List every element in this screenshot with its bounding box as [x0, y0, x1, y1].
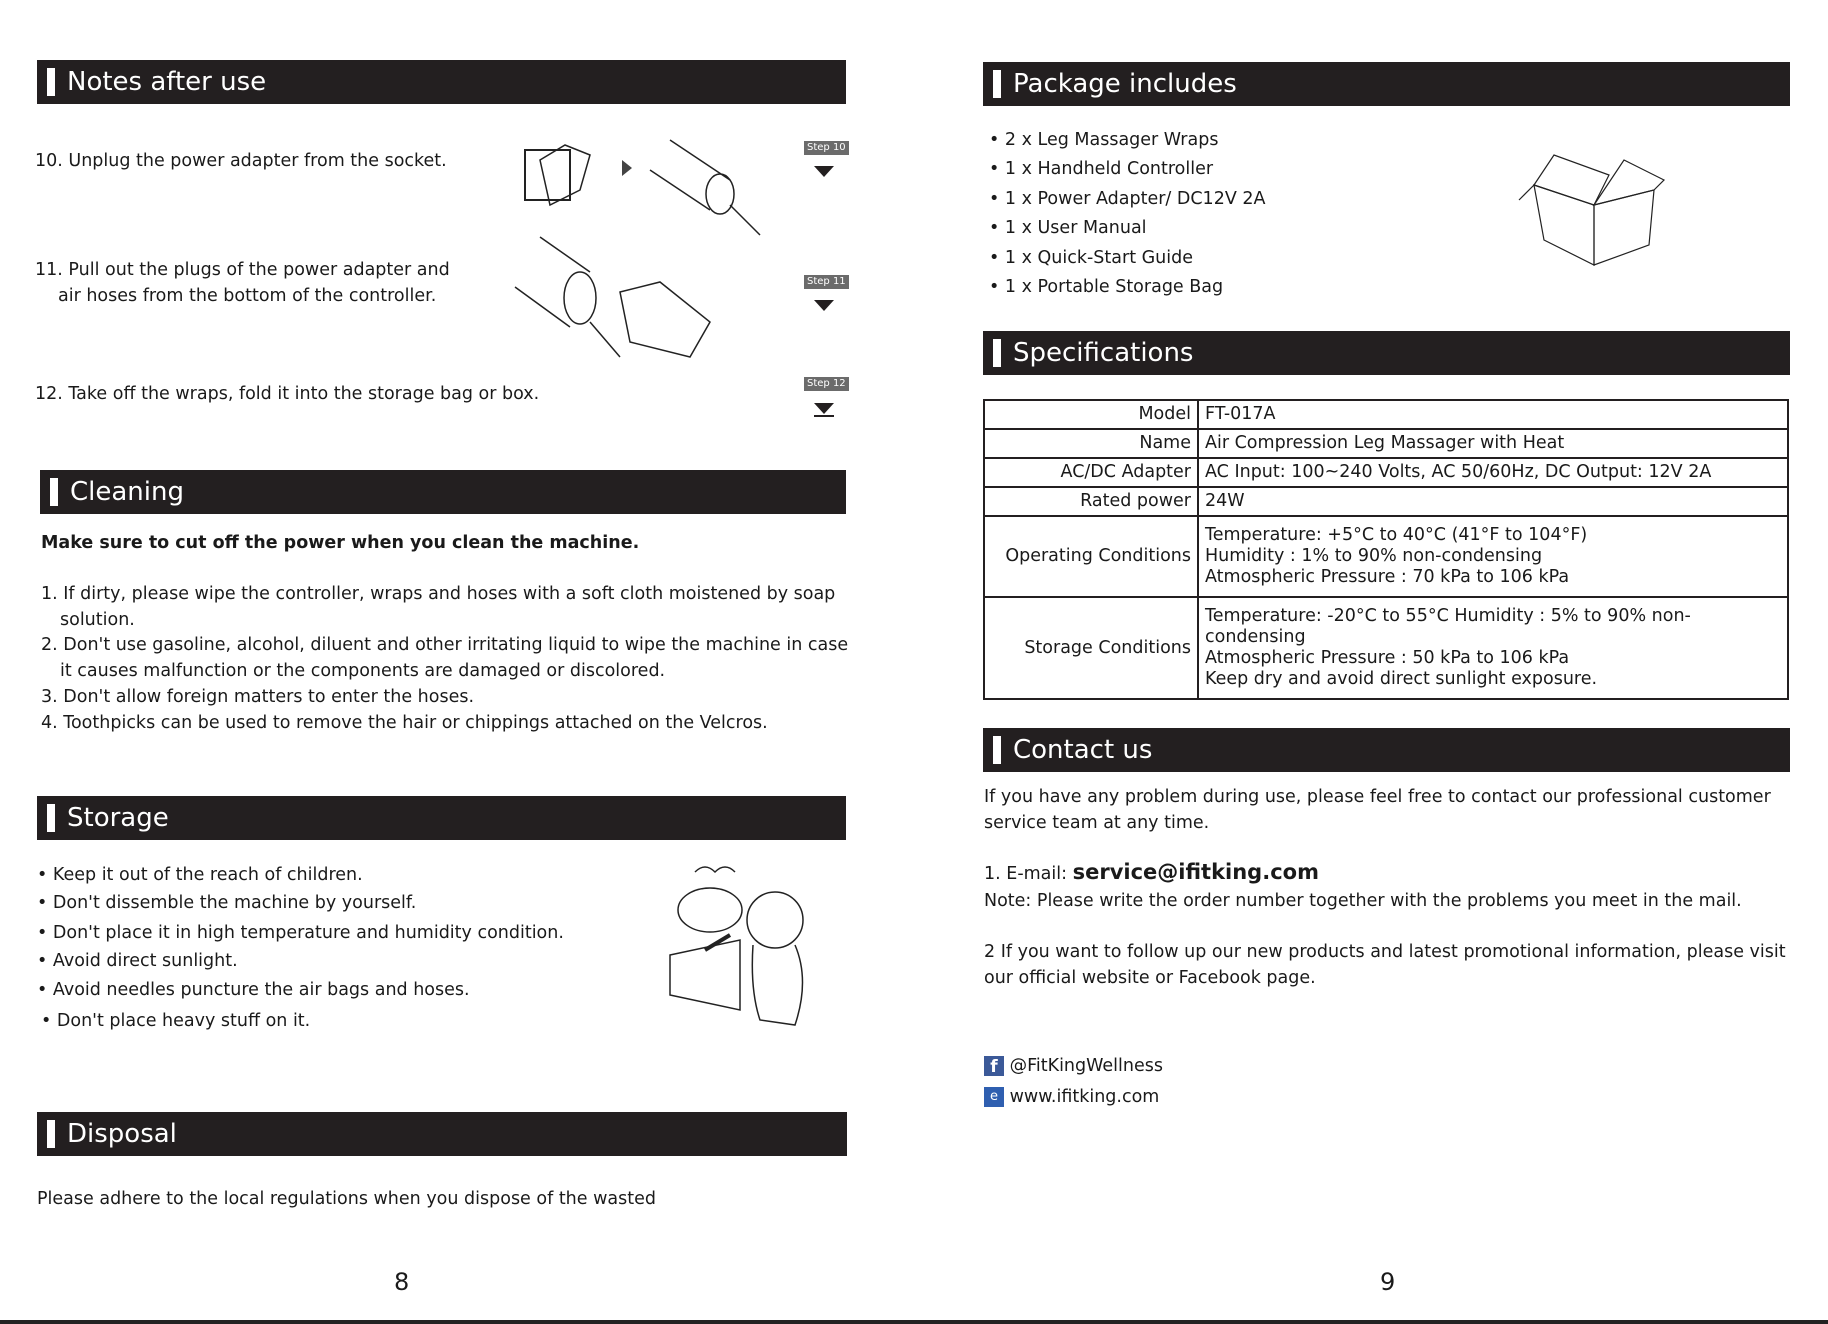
spec-key: AC/DC Adapter [984, 458, 1198, 487]
storage-item-4: • Avoid direct sunlight. [37, 951, 238, 971]
spec-value: 24W [1198, 487, 1788, 516]
package-header [983, 62, 1790, 106]
spec-key: Rated power [984, 487, 1198, 516]
contact-follow-a: 2 If you want to follow up our new products and latest promotional information, please visit [984, 942, 1786, 962]
cleaning-line-5: 3. Don't allow foreign matters to enter the hoses. [41, 687, 475, 707]
step10-arrow-icon [814, 166, 834, 177]
header-bar [50, 478, 58, 506]
facebook-line[interactable] [984, 1053, 1163, 1079]
header-bar [993, 736, 1001, 764]
spec-value-line: Atmospheric Pressure : 50 kPa to 106 kPa [1205, 648, 1570, 668]
header-bar [993, 339, 1001, 367]
page-number-left: 8 [394, 1268, 410, 1296]
step11-text-a: 11. Pull out the plugs of the power adapter and [35, 260, 450, 280]
table-row [984, 487, 1788, 516]
step10-text: 10. Unplug the power adapter from the socket. [35, 151, 447, 171]
step10-badge: Step 10 [804, 141, 849, 155]
spec-value-line: Keep dry and avoid direct sunlight exposure. [1205, 669, 1598, 689]
package-item-6: • 1 x Portable Storage Bag [989, 277, 1224, 297]
spec-value [1198, 597, 1788, 699]
notes-header [37, 60, 846, 104]
disposal-header [37, 1112, 847, 1156]
cleaning-warning: Make sure to cut off the power when you clean the machine. [41, 533, 640, 553]
web-icon: e [984, 1087, 1004, 1107]
storage-item-5: • Avoid needles puncture the air bags and hoses. [37, 980, 470, 1000]
child-illustration [665, 860, 815, 1035]
box-icon [1514, 145, 1674, 270]
spec-key: Name [984, 429, 1198, 458]
spec-key: Model [984, 400, 1198, 429]
spec-value: Air Compression Leg Massager with Heat [1198, 429, 1788, 458]
step11-badge: Step 11 [804, 275, 849, 289]
page-number-right: 9 [1380, 1268, 1396, 1296]
contact-note: Note: Please write the order number together with the problems you meet in the mail. [984, 891, 1742, 911]
table-row [984, 429, 1788, 458]
storage-item-3: • Don't place it in high temperature and humidity condition. [37, 923, 564, 943]
email-line [984, 859, 1319, 887]
spec-key: Operating Conditions [984, 516, 1198, 597]
spec-value-line: Temperature: +5°C to 40°C (41°F to 104°F) [1205, 525, 1588, 545]
header-bar [47, 68, 55, 96]
email-link[interactable]: service@ifitking.com [1072, 860, 1319, 884]
contact-title: Contact us [1013, 735, 1153, 765]
facebook-handle: @FitKingWellness [1009, 1056, 1163, 1076]
table-row [984, 516, 1788, 597]
disposal-title: Disposal [67, 1119, 177, 1149]
spec-value-line: Atmospheric Pressure : 70 kPa to 106 kPa [1205, 567, 1570, 587]
unplug-illustration [520, 130, 770, 240]
specs-table [983, 399, 1789, 700]
cleaning-line-6: 4. Toothpicks can be used to remove the hair or chippings attached on the Velcros. [41, 713, 768, 733]
spec-value: AC Input: 100~240 Volts, AC 50/60Hz, DC Output: 12V 2A [1198, 458, 1788, 487]
table-row [984, 597, 1788, 699]
step12-text: 12. Take off the wraps, fold it into the storage bag or box. [35, 384, 540, 404]
header-bar [47, 1120, 55, 1148]
email-label: 1. E-mail: [984, 864, 1073, 884]
storage-item-1: • Keep it out of the reach of children. [37, 865, 363, 885]
package-item-4: • 1 x User Manual [989, 218, 1147, 238]
bottom-rule [0, 1320, 1828, 1324]
spec-value: FT-017A [1198, 400, 1788, 429]
website-link: www.ifitking.com [1009, 1087, 1160, 1107]
table-row [984, 400, 1788, 429]
package-item-5: • 1 x Quick-Start Guide [989, 248, 1194, 268]
contact-header [983, 728, 1790, 772]
step12-badge: Step 12 [804, 377, 849, 391]
cleaning-line-2: solution. [60, 610, 135, 630]
spec-key: Storage Conditions [984, 597, 1198, 699]
cleaning-line-4: it causes malfunction or the components are damaged or discolored. [60, 661, 666, 681]
specs-title: Specifications [1013, 338, 1194, 368]
right-page [914, 0, 1828, 1324]
spec-value [1198, 516, 1788, 597]
contact-follow-b: our official website or Facebook page. [984, 968, 1316, 988]
package-item-3: • 1 x Power Adapter/ DC12V 2A [989, 189, 1266, 209]
cleaning-line-1: 1. If dirty, please wipe the controller, wraps and hoses with a soft cloth moistened by soap [41, 584, 836, 604]
website-line[interactable] [984, 1084, 1159, 1110]
disposal-text: Please adhere to the local regulations when you dispose of the wasted [37, 1189, 656, 1209]
facebook-icon: f [984, 1056, 1004, 1076]
package-item-1: • 2 x Leg Massager Wraps [989, 130, 1219, 150]
step12-arrow-icon [814, 403, 834, 414]
contact-intro-b: service team at any time. [984, 813, 1210, 833]
table-row [984, 458, 1788, 487]
cleaning-line-3: 2. Don't use gasoline, alcohol, diluent and other irritating liquid to wipe the machine in case [41, 635, 849, 655]
step11-arrow-icon [814, 300, 834, 311]
spec-value-line: Temperature: -20°C to 55°C Humidity : 5% to 90% non-condensing [1205, 606, 1691, 647]
header-bar [47, 804, 55, 832]
specs-header [983, 331, 1790, 375]
storage-item-6: • Don't place heavy stuff on it. [41, 1011, 311, 1031]
step11-text-b: air hoses from the bottom of the controller. [58, 286, 437, 306]
storage-header [37, 796, 846, 840]
notes-title: Notes after use [67, 67, 267, 97]
package-title: Package includes [1013, 69, 1237, 99]
cleaning-title: Cleaning [70, 477, 184, 507]
contact-intro-a: If you have any problem during use, please feel free to contact our professional customer [984, 787, 1771, 807]
storage-title: Storage [67, 803, 169, 833]
cleaning-header [40, 470, 846, 514]
step12-end-line [814, 415, 834, 417]
header-bar [993, 70, 1001, 98]
pull-plugs-illustration [510, 232, 730, 362]
package-item-2: • 1 x Handheld Controller [989, 159, 1214, 179]
storage-item-2: • Don't dissemble the machine by yourself. [37, 893, 417, 913]
spec-value-line: Humidity : 1% to 90% non-condensing [1205, 546, 1543, 566]
